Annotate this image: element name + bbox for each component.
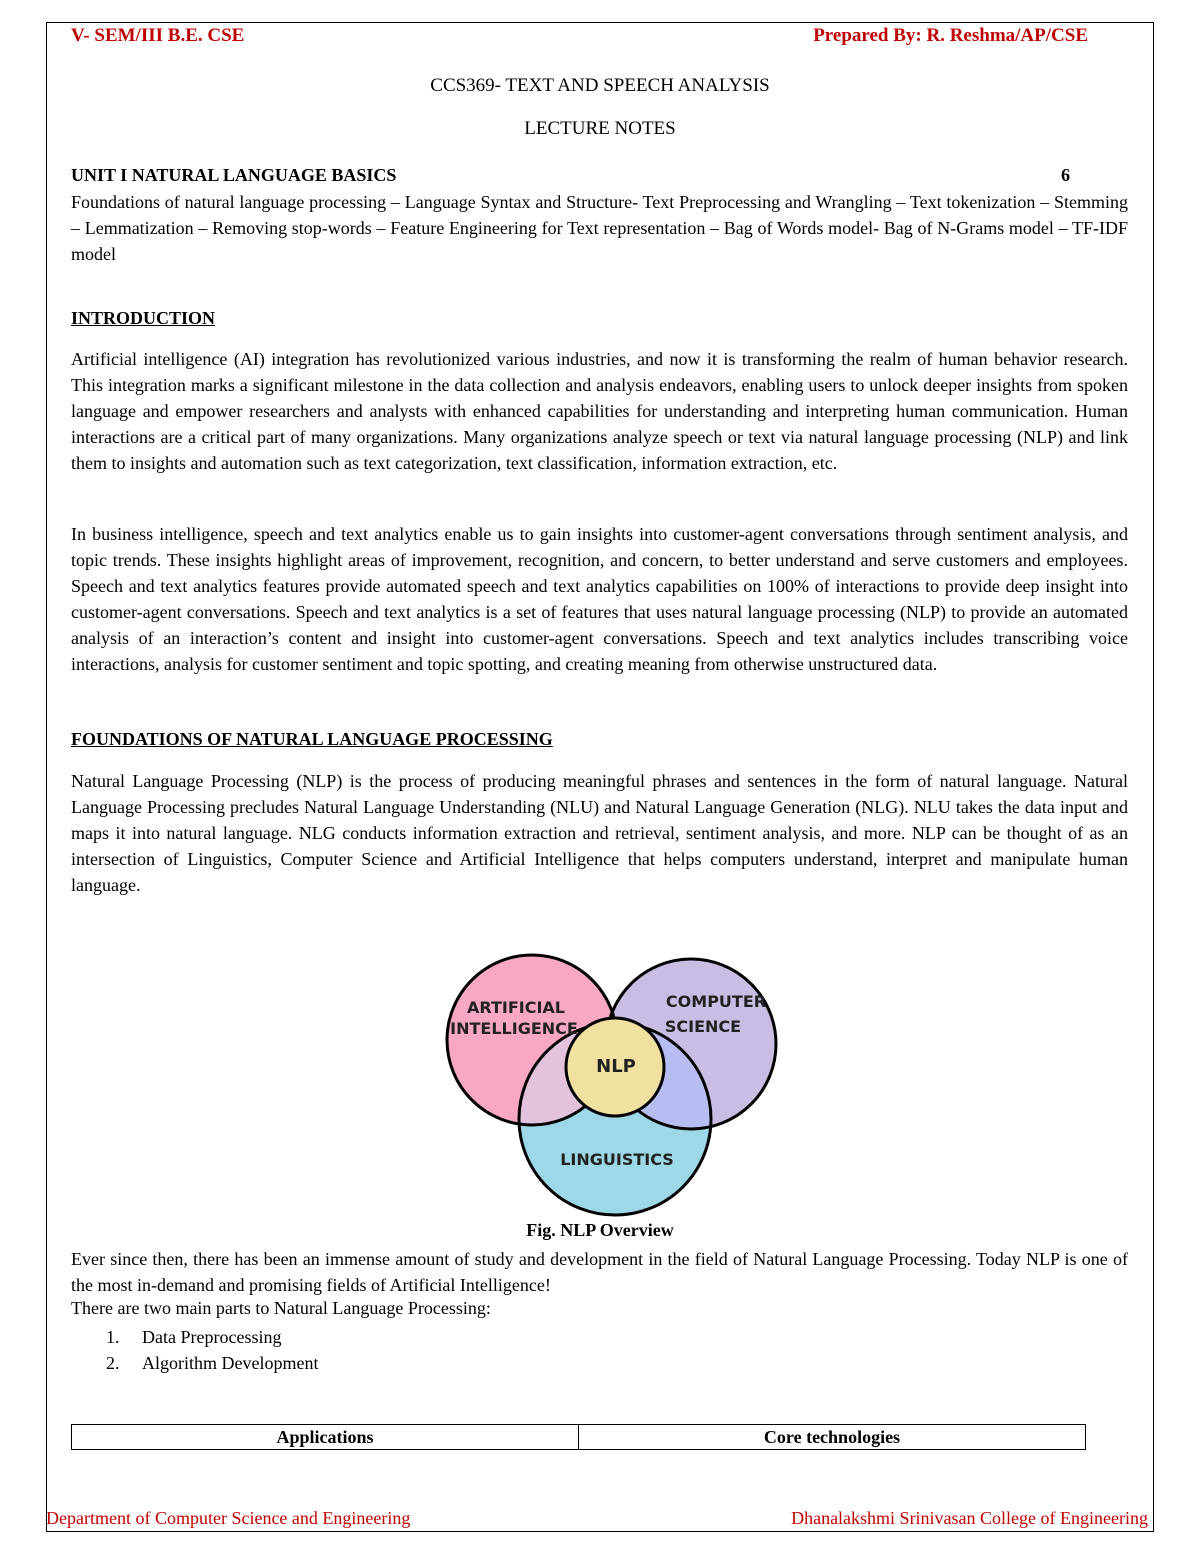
introduction-heading: INTRODUCTION xyxy=(71,308,216,328)
ai-label-line-2: INTELLIGENCE xyxy=(450,1019,578,1038)
list-text: Data Preprocessing xyxy=(142,1327,282,1347)
list-text: Algorithm Development xyxy=(142,1353,319,1373)
introduction-paragraph-1: Artificial intelligence (AI) integration has revolutionized various industries, and now it is transforming the realm of human behavior research. This integration marks a significant milestone in the data collection and analysis endeavors, enabling users to unlock deeper insights from spoken language and empower researchers and analysts with enhanced capabilities for understanding and interpreting human communication. Human interactions are a critical part of many organizations. Many organizations analyze speech or text via natural language processing (NLP) and link them to insights and automation such as text categorization, text classification, information extraction, etc. xyxy=(71,349,1128,473)
cs-label-line-1: COMPUTER xyxy=(665,992,767,1011)
lecture-notes-title: LECTURE NOTES xyxy=(524,118,676,139)
footer-college: Dhanalakshmi Srinivasan College of Engineering xyxy=(791,1508,1148,1528)
header-prepared-by: Prepared By: R. Reshma/AP/CSE xyxy=(813,25,1088,46)
applications-table xyxy=(71,1424,1086,1450)
list-number: 1. xyxy=(106,1327,120,1347)
list-number: 2. xyxy=(106,1353,120,1373)
nlp-label: NLP xyxy=(596,1056,636,1077)
table-header-core-technologies: Core technologies xyxy=(579,1425,1086,1450)
list-item xyxy=(106,1350,318,1376)
nlp-parts-list xyxy=(106,1324,318,1376)
header-semester: V- SEM/III B.E. CSE xyxy=(71,25,245,46)
foundations-heading: FOUNDATIONS OF NATURAL LANGUAGE PROCESSING xyxy=(71,729,553,749)
table-header-row xyxy=(72,1425,1086,1450)
figure-caption: Fig. NLP Overview xyxy=(526,1220,674,1240)
table-header-applications: Applications xyxy=(72,1425,579,1450)
cs-label-line-2: SCIENCE xyxy=(664,1017,742,1036)
ai-label-line-1: ARTIFICIAL xyxy=(466,998,566,1017)
two-parts-intro: There are two main parts to Natural Language Processing: xyxy=(71,1298,491,1318)
after-figure-paragraph: Ever since then, there has been an immense amount of study and development in the field of Natural Language Processing. Today NLP is one of the most in-demand and promising fields of Artificial Intelligence! xyxy=(71,1249,1128,1295)
unit-hours: 6 xyxy=(1061,165,1070,185)
unit-title: UNIT I NATURAL LANGUAGE BASICS xyxy=(71,165,397,185)
nlp-venn-diagram xyxy=(440,948,790,1218)
course-title: CCS369- TEXT AND SPEECH ANALYSIS xyxy=(430,75,770,96)
linguistics-label: LINGUISTICS xyxy=(560,1150,674,1169)
introduction-paragraph-2: In business intelligence, speech and text analytics enable us to gain insights into customer-agent conversations through sentiment analysis, and topic trends. These insights highlight areas of improvement, recognition, and concern, to better understand and serve customers and employees. Speech and text analytics features provide automated speech and text analytics capabilities on 100% of interactions to provide deep insight into customer-agent conversations. Speech and text analytics is a set of features that uses natural language processing (NLP) to provide an automated analysis of an interaction’s content and insight into customer-agent conversations. Speech and text analytics includes transcribing voice interactions, analysis for customer sentiment and topic spotting, and creating meaning from otherwise unstructured data. xyxy=(71,524,1128,674)
unit-heading xyxy=(71,162,1128,188)
footer-department: Department of Computer Science and Engineering xyxy=(46,1508,411,1528)
foundations-paragraph: Natural Language Processing (NLP) is the process of producing meaningful phrases and sentences in the form of natural language. Natural Language Processing precludes Natural Language Understanding (NLU) and Natural Language Generation (NLG). NLU takes the data input and maps it into natural language. NLG conducts information extraction and retrieval, sentiment analysis, and more. NLP can be thought of as an intersection of Linguistics, Computer Science and Artificial Intelligence that helps computers understand, interpret and manipulate human language. xyxy=(71,771,1128,895)
list-item xyxy=(106,1324,318,1350)
unit-topics: Foundations of natural language processing – Language Syntax and Structure- Text Preprocessing and Wrangling – Text tokenization – Stemming – Lemmatization – Removing stop-words – Feature Engineering for Text representation – Bag of Words model- Bag of N-Grams model – TF-IDF model xyxy=(71,192,1128,264)
